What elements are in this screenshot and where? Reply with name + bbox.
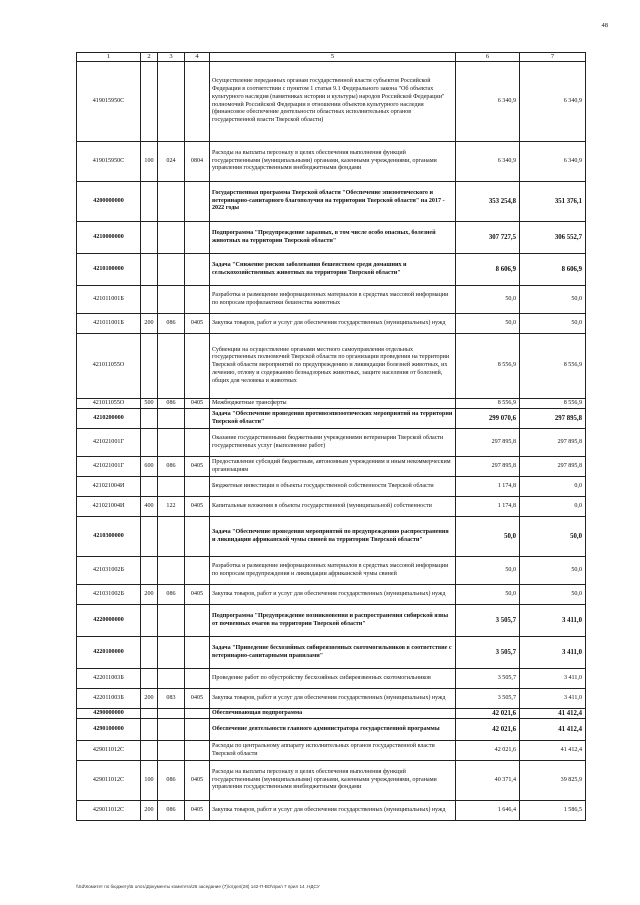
amount-executed-cell: 3 411,0 [520, 669, 586, 689]
description-cell: Закупка товаров, работ и услуг для обеспечения государственных (муниципальных) нужд [210, 585, 456, 605]
budget-code-cell: 4210300000 [77, 517, 141, 557]
amount-executed-cell: 3 411,0 [520, 689, 586, 709]
ministry-code-cell [158, 477, 185, 497]
description-cell: Задача "Снижение рисков заболевания бешенством среди домашних и сельскохозяйственных животных на территории Тверской области" [210, 254, 456, 286]
table-row [77, 457, 586, 477]
budget-code-cell: 421021001Г [77, 429, 141, 457]
section-code-cell [185, 557, 210, 585]
table-row [77, 637, 586, 669]
amount-executed-cell: 50,0 [520, 314, 586, 334]
expense-type-cell [141, 517, 158, 557]
amount-approved-cell: 353 254,8 [456, 182, 520, 222]
amount-approved-cell: 297 895,8 [456, 429, 520, 457]
table-row [77, 585, 586, 605]
table-row [77, 709, 586, 719]
header-col-5: 5 [210, 53, 456, 62]
amount-approved-cell: 299 070,6 [456, 409, 520, 429]
description-cell: Закупка товаров, работ и услуг для обеспечения государственных (муниципальных) нужд [210, 314, 456, 334]
amount-executed-cell: 6 340,9 [520, 142, 586, 182]
section-code-cell [185, 477, 210, 497]
expense-type-cell [141, 334, 158, 399]
section-code-cell: 0405 [185, 585, 210, 605]
header-col-6: 6 [456, 53, 520, 62]
amount-executed-cell: 351 376,1 [520, 182, 586, 222]
budget-code-cell: 429011012С [77, 741, 141, 761]
section-code-cell: 0405 [185, 399, 210, 409]
description-cell: Разработка и размещение информационных материалов в средствах массовой информации по вопросам предупреждения и ликвидации африканской чумы свиней [210, 557, 456, 585]
expense-type-cell [141, 182, 158, 222]
expense-type-cell [141, 605, 158, 637]
header-col-4: 4 [185, 53, 210, 62]
table-row [77, 286, 586, 314]
description-cell: Подпрограмма "Предупреждение возникновения и распространения сибирской язвы от почвенных очагов на территории Тверской области" [210, 605, 456, 637]
section-code-cell: 0804 [185, 142, 210, 182]
amount-approved-cell: 8 606,9 [456, 254, 520, 286]
table-row [77, 669, 586, 689]
description-cell: Бюджетные инвестиции в объекты государственной собственности Тверской области [210, 477, 456, 497]
description-cell: Осуществление переданных органам государственной власти субъектов Российской Федерации в соответствии с пунктом 1 статьи 9.1 Федерального закона "Об объектах культурного наследия (памятниках истории и культуры) народов Российской Федерации" полномочий Российской Федерации в отношении объектов культурного наследия (финансовое обеспечение деятельности областных исполнительных органов государственной власти Тверской области) [210, 62, 456, 142]
budget-code-cell: 421021004И [77, 477, 141, 497]
expense-type-cell: 200 [141, 689, 158, 709]
ministry-code-cell: 083 [158, 689, 185, 709]
description-cell: Проведение работ по обустройству бесхозяйных сибиреязвенных скотомогильников [210, 669, 456, 689]
section-code-cell [185, 62, 210, 142]
budget-code-cell: 4220100000 [77, 637, 141, 669]
description-cell: Подпрограмма "Предупреждение заразных, в том числе особо опасных, болезней животных на территории Тверской области" [210, 222, 456, 254]
description-cell: Задача "Обеспечение проведения противоэпизоотических мероприятий на территории Тверской области" [210, 409, 456, 429]
file-path-footer: \\Sd\Комитет по бюджету\Б олоъ\Документы комитета\26 заседание (7)\отдел(28) 142-П-ВО\прил 7 прил 14 .НДСУ [76, 884, 320, 889]
table-row [77, 182, 586, 222]
description-cell: Разработка и размещение информационных материалов в средствах массовой информации по вопросам профилактики бешенства животных [210, 286, 456, 314]
amount-approved-cell: 6 340,9 [456, 62, 520, 142]
ministry-code-cell [158, 286, 185, 314]
amount-approved-cell: 6 340,9 [456, 142, 520, 182]
header-col-7: 7 [520, 53, 586, 62]
amount-approved-cell: 50,0 [456, 314, 520, 334]
budget-code-cell: 421021004И [77, 497, 141, 517]
amount-executed-cell: 50,0 [520, 585, 586, 605]
ministry-code-cell: 086 [158, 801, 185, 821]
amount-executed-cell: 6 340,9 [520, 62, 586, 142]
expense-type-cell [141, 62, 158, 142]
amount-executed-cell: 3 411,0 [520, 605, 586, 637]
amount-approved-cell: 1 174,8 [456, 497, 520, 517]
amount-executed-cell: 50,0 [520, 286, 586, 314]
budget-code-cell: 421021001Г [77, 457, 141, 477]
expense-type-cell [141, 669, 158, 689]
description-cell: Государственная программа Тверской области "Обеспечение эпизоотического и ветеринарно-санитарного благополучия на территории Тверской области" на 2017 - 2022 годы [210, 182, 456, 222]
section-code-cell [185, 709, 210, 719]
section-code-cell [185, 286, 210, 314]
description-cell: Закупка товаров, работ и услуг для обеспечения государственных (муниципальных) нужд [210, 801, 456, 821]
budget-code-cell: 429011012С [77, 761, 141, 801]
table-row [77, 62, 586, 142]
description-cell: Обеспечивающая подпрограмма [210, 709, 456, 719]
table-row [77, 557, 586, 585]
section-code-cell [185, 605, 210, 637]
budget-table [76, 52, 586, 821]
section-code-cell [185, 409, 210, 429]
table-row [77, 142, 586, 182]
page-number: 48 [601, 22, 608, 29]
expense-type-cell: 400 [141, 497, 158, 517]
section-code-cell [185, 182, 210, 222]
ministry-code-cell [158, 62, 185, 142]
description-cell: Задача "Приведение бесхозяйных сибиреязвенных скотомогильников в соответствие с ветеринарно-санитарными правилами" [210, 637, 456, 669]
description-cell: Закупка товаров, работ и услуг для обеспечения государственных (муниципальных) нужд [210, 689, 456, 709]
amount-approved-cell: 3 505,7 [456, 637, 520, 669]
budget-code-cell: 421031002Б [77, 585, 141, 605]
table-row [77, 605, 586, 637]
expense-type-cell: 100 [141, 142, 158, 182]
section-code-cell [185, 637, 210, 669]
amount-executed-cell: 1 586,5 [520, 801, 586, 821]
amount-executed-cell: 8 556,9 [520, 334, 586, 399]
amount-approved-cell: 307 727,5 [456, 222, 520, 254]
table-row [77, 334, 586, 399]
amount-approved-cell: 40 371,4 [456, 761, 520, 801]
amount-executed-cell: 50,0 [520, 517, 586, 557]
section-code-cell: 0405 [185, 497, 210, 517]
budget-code-cell: 421031002Б [77, 557, 141, 585]
amount-approved-cell: 1 646,4 [456, 801, 520, 821]
budget-code-cell: 421011001Б [77, 314, 141, 334]
budget-code-cell: 4220000000 [77, 605, 141, 637]
budget-code-cell: 421011055О [77, 399, 141, 409]
ministry-code-cell: 086 [158, 457, 185, 477]
section-code-cell [185, 254, 210, 286]
amount-approved-cell: 42 021,6 [456, 741, 520, 761]
budget-code-cell: 4290000000 [77, 709, 141, 719]
table-row [77, 517, 586, 557]
expense-type-cell [141, 741, 158, 761]
ministry-code-cell [158, 409, 185, 429]
header-col-2: 2 [141, 53, 158, 62]
amount-approved-cell: 42 021,6 [456, 709, 520, 719]
ministry-code-cell [158, 719, 185, 741]
amount-executed-cell: 8 556,9 [520, 399, 586, 409]
expense-type-cell [141, 222, 158, 254]
amount-approved-cell: 8 556,9 [456, 334, 520, 399]
budget-code-cell: 422011003Б [77, 689, 141, 709]
amount-approved-cell: 50,0 [456, 585, 520, 605]
amount-executed-cell: 0,0 [520, 497, 586, 517]
budget-code-cell: 429011012С [77, 801, 141, 821]
table-row [77, 429, 586, 457]
amount-executed-cell: 3 411,0 [520, 637, 586, 669]
amount-executed-cell: 297 895,8 [520, 429, 586, 457]
amount-executed-cell: 41 412,4 [520, 709, 586, 719]
budget-code-cell: 421011001Б [77, 286, 141, 314]
section-code-cell: 0405 [185, 314, 210, 334]
header-col-1: 1 [77, 53, 141, 62]
section-code-cell: 0405 [185, 689, 210, 709]
table-row [77, 222, 586, 254]
amount-approved-cell: 3 505,7 [456, 605, 520, 637]
section-code-cell [185, 429, 210, 457]
section-code-cell: 0405 [185, 801, 210, 821]
ministry-code-cell [158, 741, 185, 761]
amount-approved-cell: 42 021,6 [456, 719, 520, 741]
amount-approved-cell: 50,0 [456, 557, 520, 585]
ministry-code-cell [158, 637, 185, 669]
section-code-cell [185, 741, 210, 761]
ministry-code-cell [158, 182, 185, 222]
table-row [77, 399, 586, 409]
description-cell: Обеспечение деятельности главного администратора государственной программы [210, 719, 456, 741]
ministry-code-cell [158, 557, 185, 585]
ministry-code-cell: 086 [158, 585, 185, 605]
expense-type-cell: 100 [141, 761, 158, 801]
ministry-code-cell: 086 [158, 399, 185, 409]
table-row [77, 719, 586, 741]
description-cell: Задача "Обеспечение проведения мероприятий по предупреждению распространения и ликвидации африканской чумы свиней на территории Тверской области" [210, 517, 456, 557]
ministry-code-cell [158, 669, 185, 689]
ministry-code-cell: 122 [158, 497, 185, 517]
table-row [77, 409, 586, 429]
section-code-cell [185, 669, 210, 689]
amount-executed-cell: 8 606,9 [520, 254, 586, 286]
amount-executed-cell: 306 552,7 [520, 222, 586, 254]
amount-approved-cell: 3 505,7 [456, 689, 520, 709]
budget-code-cell: 4210200000 [77, 409, 141, 429]
ministry-code-cell [158, 334, 185, 399]
ministry-code-cell [158, 517, 185, 557]
budget-code-cell: 4210100000 [77, 254, 141, 286]
ministry-code-cell: 086 [158, 314, 185, 334]
amount-executed-cell: 41 412,4 [520, 741, 586, 761]
amount-executed-cell: 39 825,9 [520, 761, 586, 801]
expense-type-cell [141, 429, 158, 457]
expense-type-cell [141, 637, 158, 669]
expense-type-cell: 600 [141, 457, 158, 477]
expense-type-cell: 200 [141, 585, 158, 605]
ministry-code-cell: 024 [158, 142, 185, 182]
table-row [77, 689, 586, 709]
expense-type-cell [141, 477, 158, 497]
amount-executed-cell: 41 412,4 [520, 719, 586, 741]
ministry-code-cell [158, 709, 185, 719]
expense-type-cell: 500 [141, 399, 158, 409]
expense-type-cell [141, 557, 158, 585]
budget-code-cell: 419015950C [77, 62, 141, 142]
description-cell: Капитальные вложения в объекты государственной (муниципальной) собственности [210, 497, 456, 517]
amount-executed-cell: 297 895,8 [520, 457, 586, 477]
section-code-cell [185, 517, 210, 557]
table-row [77, 761, 586, 801]
ministry-code-cell: 086 [158, 761, 185, 801]
description-cell: Расходы по центральному аппарату исполнительных органов государственной власти Тверской области [210, 741, 456, 761]
amount-approved-cell: 3 505,7 [456, 669, 520, 689]
description-cell: Расходы на выплаты персоналу в целях обеспечения выполнения функций государственными (муниципальными) органами, казенными учреждениями, органами управления государственными внебюджетными фондами [210, 142, 456, 182]
section-code-cell [185, 719, 210, 741]
budget-code-cell: 422011003Б [77, 669, 141, 689]
table-row [77, 254, 586, 286]
expense-type-cell [141, 254, 158, 286]
description-cell: Межбюджетные трансферты [210, 399, 456, 409]
amount-approved-cell: 50,0 [456, 517, 520, 557]
budget-code-cell: 4290100000 [77, 719, 141, 741]
ministry-code-cell [158, 429, 185, 457]
table-row [77, 497, 586, 517]
section-code-cell [185, 222, 210, 254]
table-row [77, 314, 586, 334]
ministry-code-cell [158, 222, 185, 254]
section-code-cell [185, 334, 210, 399]
expense-type-cell [141, 709, 158, 719]
expense-type-cell [141, 286, 158, 314]
description-cell: Субвенции на осуществление органами местного самоуправления отдельных государственных полномочий Тверской области по организации проведения на территории Тверской области мероприятий по предупреждению и ликвидации болезней животных, их лечению, отлову и содержанию безнадзорных животных, защите населения от болезней, общих для человека и животных [210, 334, 456, 399]
ministry-code-cell [158, 605, 185, 637]
budget-code-cell: 4200000000 [77, 182, 141, 222]
budget-code-cell: 4210000000 [77, 222, 141, 254]
table-row [77, 477, 586, 497]
amount-approved-cell: 297 895,8 [456, 457, 520, 477]
table-row [77, 801, 586, 821]
amount-approved-cell: 1 174,8 [456, 477, 520, 497]
amount-executed-cell: 50,0 [520, 557, 586, 585]
amount-executed-cell: 297 895,8 [520, 409, 586, 429]
expense-type-cell [141, 719, 158, 741]
budget-code-cell: 419015950C [77, 142, 141, 182]
table-header-row [77, 53, 586, 62]
description-cell: Предоставление субсидий бюджетным, автономным учреждениям и иным некоммерческим организациям [210, 457, 456, 477]
expense-type-cell [141, 409, 158, 429]
expense-type-cell: 200 [141, 314, 158, 334]
budget-code-cell: 421011055О [77, 334, 141, 399]
description-cell: Оказание государственными бюджетными учреждениями ветеринарии Тверской области государственных услуг (выполнение работ) [210, 429, 456, 457]
expense-type-cell: 200 [141, 801, 158, 821]
amount-approved-cell: 8 556,9 [456, 399, 520, 409]
header-col-3: 3 [158, 53, 185, 62]
ministry-code-cell [158, 254, 185, 286]
amount-executed-cell: 0,0 [520, 477, 586, 497]
description-cell: Расходы на выплаты персоналу в целях обеспечения выполнения функций государственными (муниципальными) органами, казенными учреждениями, органами управления государственными внебюджетными фондами [210, 761, 456, 801]
amount-approved-cell: 50,0 [456, 286, 520, 314]
table-row [77, 741, 586, 761]
section-code-cell: 0405 [185, 457, 210, 477]
section-code-cell: 0405 [185, 761, 210, 801]
